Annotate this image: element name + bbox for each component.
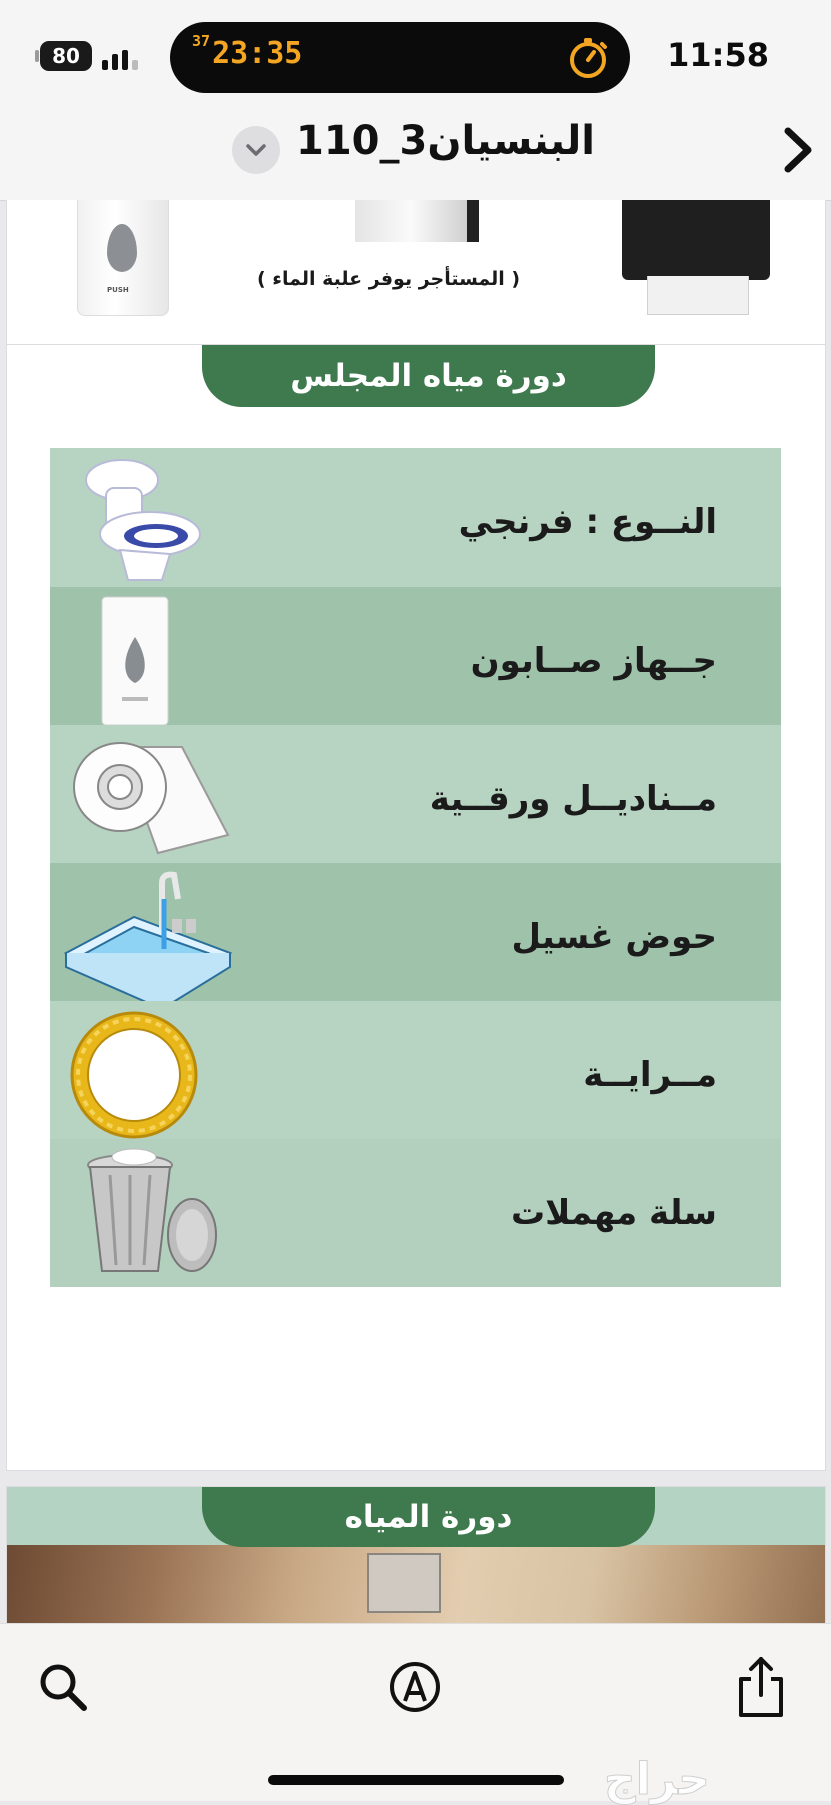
page-title: البنسيان3_110: [296, 118, 595, 164]
majlis-section-header: دورة مياه المجلس: [202, 345, 655, 407]
status-clock: 11:58: [667, 36, 769, 74]
trash-bin-icon: [62, 1145, 232, 1281]
forward-button[interactable]: [772, 120, 822, 180]
water-section-header: دورة المياه: [202, 1487, 655, 1547]
signal-icon: [102, 44, 138, 70]
toilet-paper-icon: [62, 731, 232, 867]
chevron-right-icon: [780, 125, 814, 175]
list-item-label: جــهاز صــابون: [470, 641, 717, 681]
list-item-toilet-type: [50, 448, 781, 596]
scroll-content[interactable]: [0, 200, 831, 1623]
chevron-down-icon: [244, 142, 268, 158]
timer-small-number: 37: [192, 32, 211, 50]
paper-towel-image: [647, 276, 749, 315]
hand-dryer-image: [355, 200, 479, 242]
nav-bar: [0, 110, 831, 190]
list-item-label: مــرايــة: [583, 1055, 717, 1095]
home-indicator[interactable]: [268, 1775, 564, 1785]
list-item-label: سلة مهملات: [510, 1193, 717, 1233]
search-icon: [36, 1660, 90, 1714]
haraj-watermark: حراج: [604, 1754, 710, 1805]
bathroom-photo: [7, 1545, 825, 1623]
share-button[interactable]: [726, 1652, 796, 1722]
list-item-trash-bin: [50, 1139, 781, 1287]
title-dropdown-button[interactable]: [232, 126, 280, 174]
dynamic-island[interactable]: [170, 22, 630, 93]
majlis-bathroom-card: [7, 345, 825, 1470]
list-item-mirror: [50, 1001, 781, 1149]
list-item-label: النــوع : فرنجي: [458, 502, 717, 542]
timer-readout: [192, 32, 303, 71]
markup-button[interactable]: [380, 1652, 450, 1722]
mirror-icon: [62, 1007, 232, 1143]
towel-dispenser-image: [622, 200, 770, 280]
list-item-soap-dispenser: [50, 587, 781, 735]
list-item-tissues: [50, 725, 781, 873]
search-button[interactable]: [28, 1652, 98, 1722]
bottom-toolbar: [0, 1623, 831, 1805]
battery-indicator: 80: [40, 41, 92, 71]
list-item-label: مــناديــل ورقــية: [429, 779, 717, 819]
list-item-sink: [50, 863, 781, 1011]
top-bar: [0, 0, 831, 201]
markup-pen-icon: [387, 1659, 443, 1715]
ceiling-vent-image: [367, 1553, 441, 1613]
soap-dispenser-image: PUSH: [77, 200, 169, 316]
soap-dispenser-icon: [62, 593, 232, 729]
tenant-note: ( المستأجر يوفر علبة الماء ): [257, 268, 521, 290]
stopwatch-icon: [566, 36, 610, 80]
list-item-label: حوض غسيل: [511, 917, 717, 957]
share-icon: [733, 1655, 789, 1719]
timer-value: 23:35: [212, 36, 303, 71]
bathroom-card: [7, 1487, 825, 1623]
toilet-icon: [62, 454, 232, 590]
sink-icon: [62, 869, 232, 1005]
